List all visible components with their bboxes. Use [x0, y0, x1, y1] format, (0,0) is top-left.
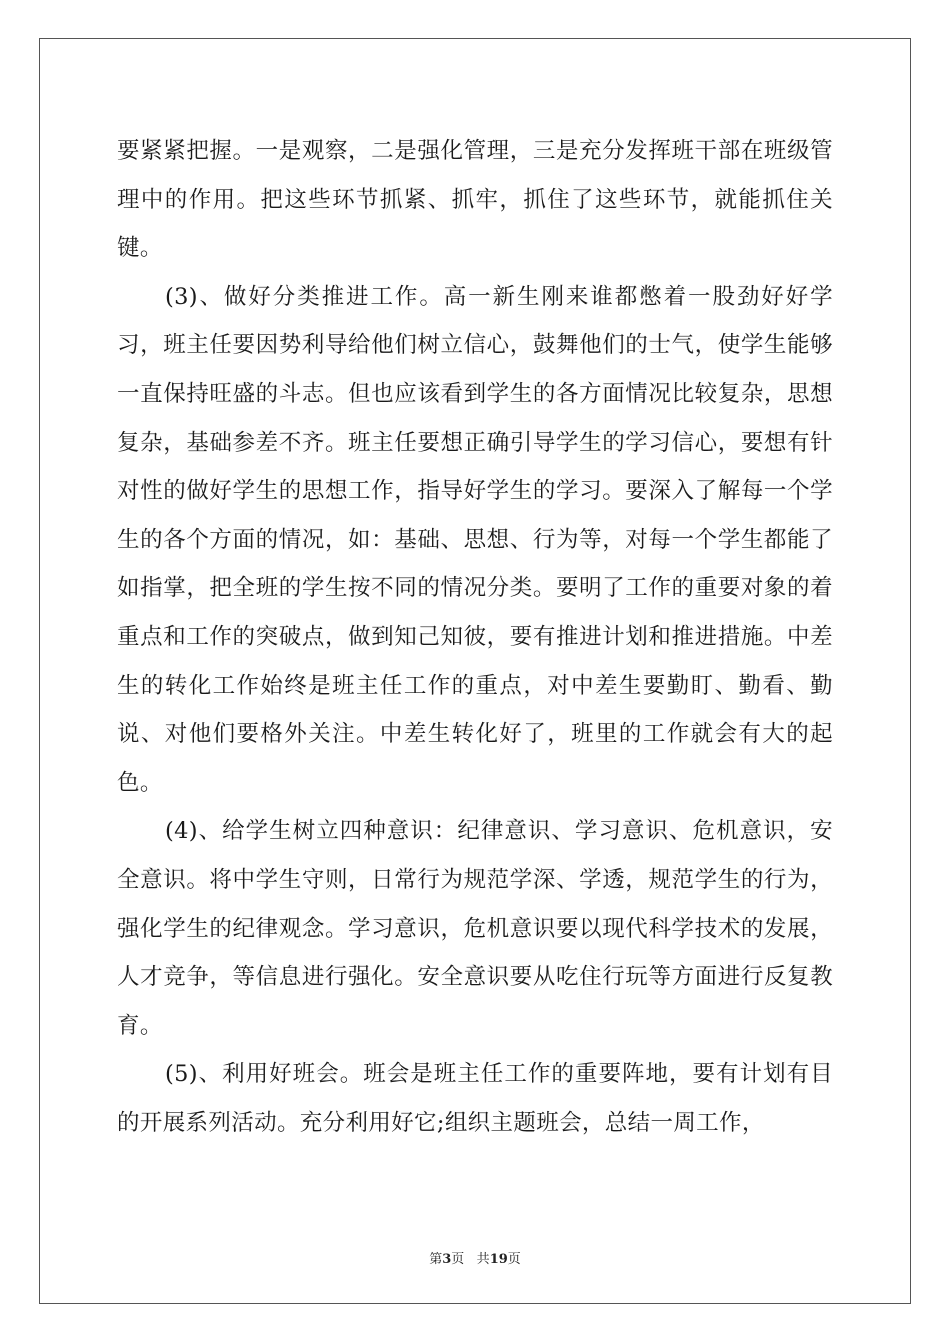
page-number: 3	[442, 1252, 452, 1267]
total-prefix: 共	[476, 1252, 490, 1267]
paragraph-item-4: (4)、给学生树立四种意识：纪律意识、学习意识、危机意识，安全意识。将中学生守则，日常行为规范学深、学透，规范学生的行为，强化学生的纪律观念。学习意识，危机意识要以现代科学技术的发展，人才竞争，等信息进行强化。安全意识要从吃住行玩等方面进行反复教育。	[117, 818, 833, 1039]
total-suffix: 页	[507, 1252, 521, 1267]
paragraph-item-5: (5)、利用好班会。班会是班主任工作的重要阵地，要有计划有目的开展系列活动。充分利用好它;组织主题班会，总结一周工作，	[117, 1061, 833, 1136]
page-suffix: 页	[451, 1252, 465, 1267]
paragraph-item-3: (3)、做好分类推进工作。高一新生刚来谁都憋着一股劲好好学习，班主任要因势利导给他们树立信心，鼓舞他们的士气，使学生能够一直保持旺盛的斗志。但也应该看到学生的各方面情况比较复杂，思想复杂，基础参差不齐。班主任要想正确引导学生的学习信心，要想有针对性的做好学生的思想工作，指导好学生的学习。要深入了解每一个学生的各个方面的情况，如：基础、思想、行为等，对每一个学生都能了如指掌，把全班的学生按不同的情况分类。要明了工作的重要对象的着重点和工作的突破点，做到知己知彼，要有推进计划和推进措施。中差生的转化工作始终是班主任工作的重点，对中差生要勤盯、勤看、勤说、对他们要格外关注。中差生转化好了，班里的工作就会有大的起色。	[117, 283, 833, 796]
total-pages: 19	[489, 1252, 508, 1267]
paragraph-continuation: 要紧紧把握。一是观察，二是强化管理，三是充分发挥班干部在班级管理中的作用。把这些环节抓紧、抓牢，抓住了这些环节，就能抓住关键。	[117, 138, 833, 262]
page-prefix: 第	[429, 1252, 443, 1267]
document-body	[117, 127, 833, 1147]
page-footer	[0, 1248, 950, 1267]
